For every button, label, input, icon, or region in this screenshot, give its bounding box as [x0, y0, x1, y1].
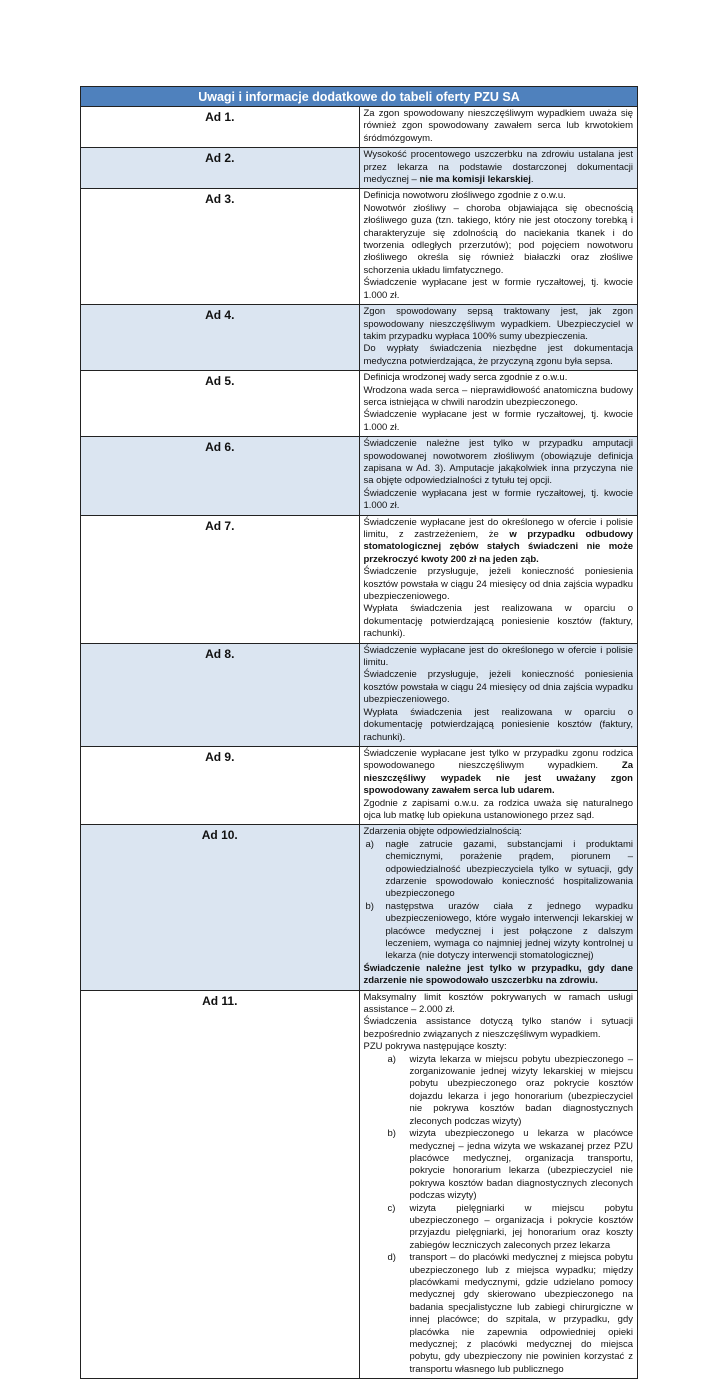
row-label: Ad 11. [81, 990, 360, 1379]
row-content: Świadczenie należne jest tylko w przypadku amputacji spowodowanej nowotworem złośliwym (obowiązuje definicja zapisana w Ad. 3). Amputacje jakąkolwiek inna przyczyna nie sa objęte odpowiedzialności z tytułu tej opcji. Świadczenie wypłacana jest w formie ryczałtowej, tj. kwocie 1.000 zł. [359, 437, 638, 515]
row-label: Ad 10. [81, 825, 360, 990]
list-item: c) wizyta pielęgniarki w miejscu pobytu ubezpieczonego – organizacja i pokrycie kosztów przyjazdu pielęgniarki, jej honorarium oraz koszty zabiegów leczniczych zaleconych przez lekarza [387, 1202, 633, 1251]
table-row [81, 515, 638, 643]
table-title: Uwagi i informacje dodatkowe do tabeli oferty PZU SA [81, 87, 638, 107]
costs-list [364, 1054, 634, 1377]
list-item: b) wizyta ubezpieczonego u lekarza w placówce medycznej – jedna wizyta we wskazanej przez PZU placówce medycznej, organizacja transportu, pokrycie honorarium lekarza (ubezpieczyciel nie pokrywa kosztów badan diagnostycznych zleconych podczas wizyty) [387, 1128, 633, 1202]
row-label: Ad 3. [81, 189, 360, 305]
list-item: b) następstwa urazów ciała z jednego wypadku ubezpieczeniowego, które wygało interwencji lekarskiej w placówce medycznej i jest połączone z dalszym leczeniem, wymaga co najmniej jednej wizyty kontrolnej u lekarza (nie dotyczy interwencji stomatologicznej) [365, 900, 633, 962]
row-content: Maksymalny limit kosztów pokrywanych w ramach usługi assistance – 2.000 zł. Świadczenia assistance dotyczą tylko stanów i sytuacji bezpośrednio związanych z nieszczęśliwym wypadkiem. PZU pokrywa następujące koszty: a) wizyta lekarza w miejscu pobytu ubezpieczonego – zorganizowanie jednej wizyty lekarskiej w miejscu pobytu ubezpieczonego oraz pokrycie kosztów dojazdu lekarza i jego honorarium (ubezpieczyciel nie pokrywa kosztów badan diagnostycznych zleconych podczas wizyty) b) wizyta ubezpieczonego u lekarza w placówce medycznej – jedna wizyta we wskazanej przez PZU placówce medycznej, organizacja transportu, pokrycie honorarium lekarza (ubezpieczyciel nie pokrywa kosztów badan diagnostycznych zleconych podczas wizyty) c) wizyta pielęgniarki w miejscu pobytu ubezpieczonego – organizacja i pokrycie kosztów przyjazdu pielęgniarki, jej honorarium oraz koszty zabiegów leczniczych zaleconych przez lekarza d) transport – do placówki medycznej z miejsca pobytu ubezpieczonego lub z miejsca wypadku; między placówkami medycznymi, gdzie udzielano pomocy medycznej gdy skierowano ubezpieczonego na badania specjalistyczne lub zabiegi chirurgiczne w innej placówce; do szpitala, w przypadku, gdy placówka nie zapewnia odpowiedniej opieki medycznej; z placówki medycznej do miejsca pobytu, gdy ubezpieczony nie powinien korzystać z transportu własnego lub publicznego [359, 990, 638, 1379]
list-item: d) transport – do placówki medycznej z miejsca pobytu ubezpieczonego lub z miejsca wypadku; między placówkami medycznymi, gdzie udzielano pomocy medycznej gdy skierowano ubezpieczonego na badania specjalistyczne lub zabiegi chirurgiczne w innej placówce; do szpitala, w przypadku, gdy placówka nie zapewnia odpowiedniej opieki medycznej; z placówki medycznej do miejsca pobytu, gdy ubezpieczony nie powinien korzystać z transportu własnego lub publicznego [387, 1252, 633, 1375]
events-list [364, 839, 634, 963]
row-label: Ad 6. [81, 437, 360, 515]
row-label: Ad 1. [81, 107, 360, 148]
row-label: Ad 8. [81, 643, 360, 746]
row-content: Świadczenie wypłacane jest do określonego w ofercie i polisie limitu. Świadczenie przysługuje, jeżeli konieczność poniesienia kosztów powstała w ciągu 24 miesięcy od dnia zajścia wypadku ubezpieczeniowego. Wypłata świadczenia jest realizowana w oparciu o dokumentację potwierdzającą poniesienie kosztów (faktury, rachunki). [359, 643, 638, 746]
row-label: Ad 7. [81, 515, 360, 643]
row-content: Świadczenie wypłacane jest tylko w przypadku zgonu rodzica spowodowanego nieszczęśliwym wypadkiem. Za nieszczęśliwy wypadek nie jest uważany zgon spowodowany zawałem serca lub udarem. Zgodnie z zapisami o.w.u. za rodzica uważa się naturalnego ojca lub matkę lub opiekuna ustanowionego przez sąd. [359, 746, 638, 824]
table-row [81, 437, 638, 515]
table-row [81, 825, 638, 990]
table-row [81, 148, 638, 189]
row-content: Zdarzenia objęte odpowiedzialnością: a) nagłe zatrucie gazami, substancjami i produktami chemicznymi, porażenie prądem, piorunem – odpowiedzialność ubezpieczyciela tylko w sytuacji, gdy zdarzenie spowodowało konieczność hospitalizowania ubezpieczonego b) następstwa urazów ciała z jednego wypadku ubezpieczeniowego, które wygało interwencji lekarskiej w placówce medycznej i jest połączone z dalszym leczeniem, wymaga co najmniej jednej wizyty kontrolnej u lekarza (nie dotyczy interwencji stomatologicznej) Świadczenie należne jest tylko w przypadku, gdy dane zdarzenie nie spowodowało uszczerbku na zdrowiu. [359, 825, 638, 990]
table-row [81, 990, 638, 1379]
list-item: a) nagłe zatrucie gazami, substancjami i produktami chemicznymi, porażenie prądem, piorunem – odpowiedzialność ubezpieczyciela tylko w sytuacji, gdy zdarzenie spowodowało konieczność hospitalizowania ubezpieczonego [365, 838, 633, 900]
row-content: Zgon spowodowany sepsą traktowany jest, jak zgon spowodowany nieszczęśliwym wypadkiem. Ubezpieczyciel w takim przypadku wypłaca 100% sumy ubezpieczenia. Do wypłaty świadczenia niezbędne jest dokumentacja medyczna potwierdzająca, że przyczyną zgonu była sepsa. [359, 305, 638, 371]
table-row [81, 746, 638, 824]
table-row [81, 371, 638, 437]
list-item: a) wizyta lekarza w miejscu pobytu ubezpieczonego – zorganizowanie jednej wizyty lekarskiej w miejscu pobytu ubezpieczonego oraz pokrycie kosztów dojazdu lekarza i jego honorarium (ubezpieczyciel nie pokrywa kosztów badan diagnostycznych zleconych podczas wizyty) [387, 1053, 633, 1127]
document-page [80, 86, 638, 1379]
row-label: Ad 9. [81, 746, 360, 824]
table-row [81, 189, 638, 305]
row-content: Definicja nowotworu złośliwego zgodnie z o.w.u. Nowotwór złośliwy – choroba objawiająca się obecnością złośliwego guza (tzn. takiego, który nie jest otoczony torebką i charakteryzuje się zdolnością do naciekania tkanek i do tworzenia odległych przerzutów); pod pojęciem nowotworu złośliwego określa się również białaczki oraz złośliwe schorzenia układu limfatycznego. Świadczenie wypłacane jest w formie ryczałtowej, tj. kwocie 1.000 zł. [359, 189, 638, 305]
row-label: Ad 2. [81, 148, 360, 189]
row-content: Definicja wrodzonej wady serca zgodnie z o.w.u. Wrodzona wada serca – nieprawidłowość anatomiczna budowy serca istniejąca w chwili narodzin ubezpieczonego. Świadczenie wypłacane jest w formie ryczałtowej, tj. kwocie 1.000 zł. [359, 371, 638, 437]
row-label: Ad 5. [81, 371, 360, 437]
row-label: Ad 4. [81, 305, 360, 371]
row-content: Za zgon spowodowany nieszczęśliwym wypadkiem uważa się również zgon spowodowany zawałem serca lub krwotokiem śródmózgowym. [359, 107, 638, 148]
table-row [81, 643, 638, 746]
table-row [81, 107, 638, 148]
table-row [81, 305, 638, 371]
row-content: Świadczenie wypłacane jest do określonego w ofercie i polisie limitu, z zastrzeżeniem, że w przypadku odbudowy stomatologicznej zębów stałych świadczeni nie może przekroczyć kwoty 200 zł na jeden ząb. Świadczenie przysługuje, jeżeli konieczność poniesienia kosztów powstała w ciągu 24 miesięcy od dnia zajścia wypadku ubezpieczeniowego. Wypłata świadczenia jest realizowana w oparciu o dokumentację potwierdzającą poniesienie kosztów (faktury, rachunki). [359, 515, 638, 643]
offer-notes-table [80, 86, 638, 1379]
row-content: Wysokość procentowego uszczerbku na zdrowiu ustalana jest przez lekarza na podstawie dostarczonej dokumentacji medycznej – nie ma komisji lekarskiej. [359, 148, 638, 189]
